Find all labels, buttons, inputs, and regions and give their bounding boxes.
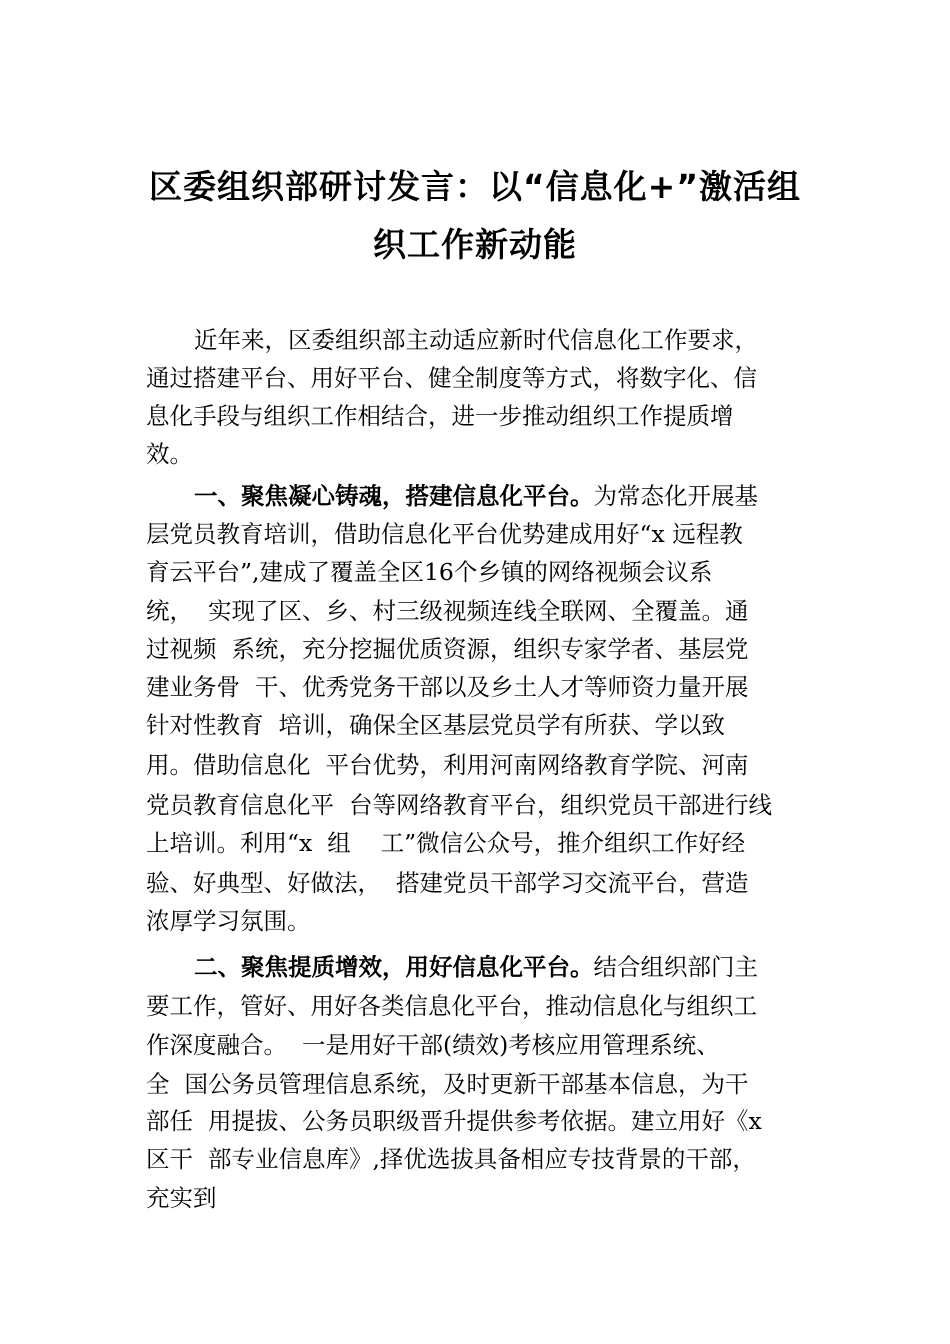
paragraph-2-line: 层党员教育培训，借助信息化平台优势建成用好“x 远程教 <box>146 520 743 548</box>
paragraph-3-line: 区干 部专业信息库》,择优选拔具备相应专技背景的干部， <box>146 1145 756 1173</box>
paragraph-3-line: 全 国公务员管理信息系统，及时更新干部基本信息，为干 <box>146 1070 749 1098</box>
paragraph-3-line: 作深度融合。 一是用好干部(绩效)考核应用管理系统、 <box>146 1031 720 1059</box>
paragraph-2-line: 过视频 系统，充分挖掘优质资源，组织专家学者、基层党 <box>146 635 749 663</box>
title-line-2: 织工作新动能 <box>373 225 577 264</box>
paragraph-3-first-line <box>146 952 758 982</box>
paragraph-2-line: 建业务骨 干、优秀党务干部以及乡土人才等师资力量开展 <box>146 673 749 701</box>
paragraph-2-line: 浓厚学习氛围。 <box>146 907 311 935</box>
paragraph-2-line: 针对性教育 培训，确保全区基层党员学有所获、学以致 <box>146 711 725 739</box>
paragraph-3-line: 部任 用提拔、公务员职级晋升提供参考依据。建立用好《x <box>146 1107 762 1135</box>
paragraph-2-line: 党员教育信息化平 台等网络教育平台，组织党员干部进行线 <box>146 791 772 819</box>
paragraph-2-line: 统， 实现了区、乡、村三级视频连线全联网、全覆盖。通 <box>146 597 749 625</box>
paragraph-3-line: 充实到 <box>146 1184 217 1212</box>
paragraph-3-line: 要工作，管好、用好各类信息化平台，推动信息化与组织工 <box>146 992 757 1020</box>
paragraph-2-line: 验、好典型、好做法， 搭建党员干部学习交流平台，营造 <box>146 869 749 897</box>
paragraph-2-line: 育云平台”,建成了覆盖全区16个乡镇的网络视频会议系 <box>146 558 713 586</box>
paragraph-2-line: 上培训。利用“x 组 工”微信公众号，推介组织工作好经 <box>146 829 746 857</box>
paragraph-1-line: 息化手段与组织工作相结合，进一步推动组织工作提质增 <box>146 402 734 430</box>
title-line-1: 区委组织部研讨发言：以“信息化+”激活组 <box>148 167 802 206</box>
section-heading-1: 一、聚焦凝心铸魂，搭建信息化平台。 <box>194 482 594 510</box>
paragraph-2-line: 用。借助信息化 平台优势，利用河南网络教育学院、河南 <box>146 751 749 779</box>
document-title <box>0 158 950 274</box>
paragraph-1-line: 效。 <box>146 440 193 468</box>
section-heading-2: 二、聚焦提质增效，用好信息化平台。 <box>194 953 594 981</box>
paragraph-1-line: 通过搭建平台、用好平台、健全制度等方式，将数字化、信 <box>146 364 757 392</box>
paragraph-3-line-start: 结合组织部门主 <box>593 953 758 981</box>
paragraph-2-first-line <box>146 481 758 511</box>
paragraph-1-line: 近年来，区委组织部主动适应新时代信息化工作要求， <box>194 326 758 354</box>
paragraph-2-line-start: 为常态化开展基 <box>593 482 758 510</box>
